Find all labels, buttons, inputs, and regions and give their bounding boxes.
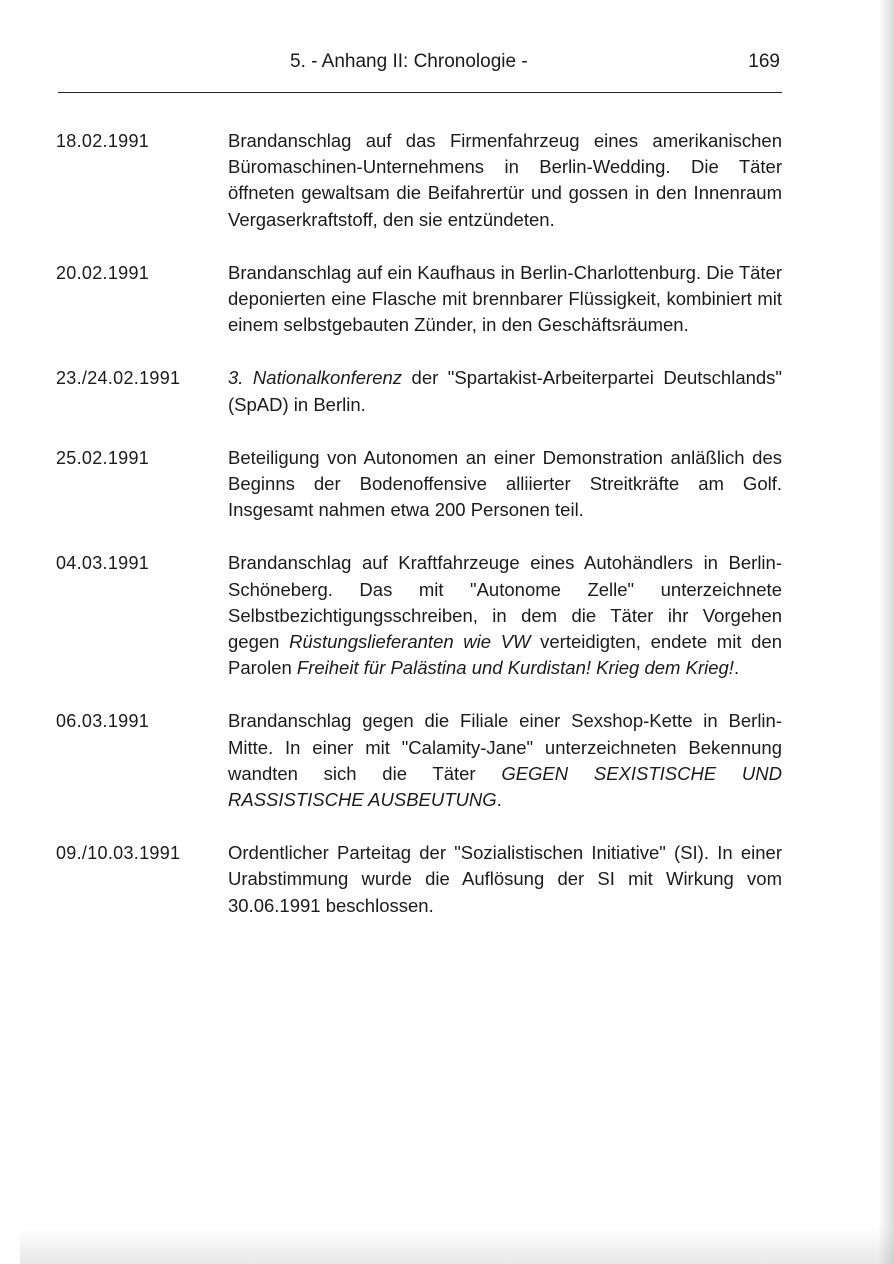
entry-date: 06.03.1991 — [56, 711, 150, 732]
entry-text-part: . — [496, 789, 502, 811]
chronology-entry — [56, 708, 784, 813]
entry-text-part: Beteiligung von Autonomen an einer Demonstration anläßlich des Beginns der Bodenoffensive alliierter Streitkräfte am Golf. Insgesamt nahmen etwa 200 Personen teil. — [228, 446, 782, 521]
entry-date: 04.03.1991 — [56, 553, 150, 574]
entry-text-italic: Rüstungslieferanten wie VW — [289, 631, 531, 653]
scan-bottom-shadow — [20, 1228, 894, 1264]
page-number: 169 — [748, 51, 780, 72]
chronology-entry — [56, 260, 784, 339]
chronology-entry — [56, 840, 784, 919]
entry-date: 23./24.02.1991 — [56, 368, 181, 389]
entry-text-part: Ordentlicher Parteitag der "Sozialistischen Initiative" (SI). In einer Urabstimmung wurde die Auflösung der SI mit Wirkung vom 30.06.1991 beschlossen. — [228, 842, 782, 916]
entry-text-part: Brandanschlag auf Kraftfahrzeuge eines Autohändlers in Berlin-Schöneberg. Das mit "Autonome Zelle" unterzeichnete Selbstbezichtigungsschreiben, in dem die Täter ihr Vorgehen gegen — [228, 552, 782, 653]
entry-text — [228, 708, 782, 813]
entry-text-part: Brandanschlag auf das Firmenfahrzeug eines amerikanischen Büromaschinen-Unternehmens in Berlin-Wedding. Die Täter öffneten gewaltsam die Beifahrertür und gossen in den Innenraum Vergaserkraftstoff, den sie entzündeten. — [228, 130, 782, 230]
entry-text — [228, 840, 782, 919]
scan-edge-shadow — [878, 0, 894, 1264]
entry-text-italic: 3. Nationalkonferenz — [228, 367, 403, 389]
entry-text — [228, 128, 782, 233]
chronology-entry — [56, 128, 784, 233]
entry-text-part: der "Spartakist-Arbeiterpartei Deutschlands" (SpAD) in Berlin. — [228, 367, 782, 415]
entry-date: 09./10.03.1991 — [56, 843, 181, 864]
entry-text-part: . — [733, 657, 740, 679]
entry-text — [228, 365, 782, 417]
page-header — [58, 50, 780, 76]
entry-text-part: Brandanschlag auf ein Kaufhaus in Berlin-Charlottenburg. Die Täter deponierten eine Flasche mit brennbarer Flüssigkeit, kombiniert mit einem selbstgebauten Zünder, in den Geschäftsräumen. — [228, 261, 782, 336]
entry-text — [228, 260, 782, 339]
entry-date: 20.02.1991 — [56, 262, 150, 283]
entry-text-part: verteidigten, endete mit den Parolen — [228, 631, 782, 679]
entry-text — [228, 550, 782, 681]
entry-text-italic: GEGEN SEXISTISCHE UND RASSISTISCHE AUSBEUTUNG — [228, 762, 783, 811]
entry-text-italic: Freiheit für Palästina und Kurdistan! Krieg dem Krieg! — [296, 657, 734, 679]
entry-date: 25.02.1991 — [56, 447, 150, 468]
chronology-entry — [56, 550, 784, 681]
chronology-list — [56, 128, 784, 946]
header-rule — [58, 92, 782, 93]
chronology-entry — [56, 445, 784, 524]
entry-date: 18.02.1991 — [56, 131, 150, 151]
running-head: 5. - Anhang II: Chronologie - — [290, 51, 528, 72]
entry-text — [228, 445, 782, 524]
chronology-entry — [56, 365, 784, 417]
entry-text-part: Brandanschlag gegen die Filiale einer Sexshop-Kette in Berlin-Mitte. In einer mit "Calamity-Jane" unterzeichneten Bekennung wandten sich die Täter — [228, 710, 782, 784]
